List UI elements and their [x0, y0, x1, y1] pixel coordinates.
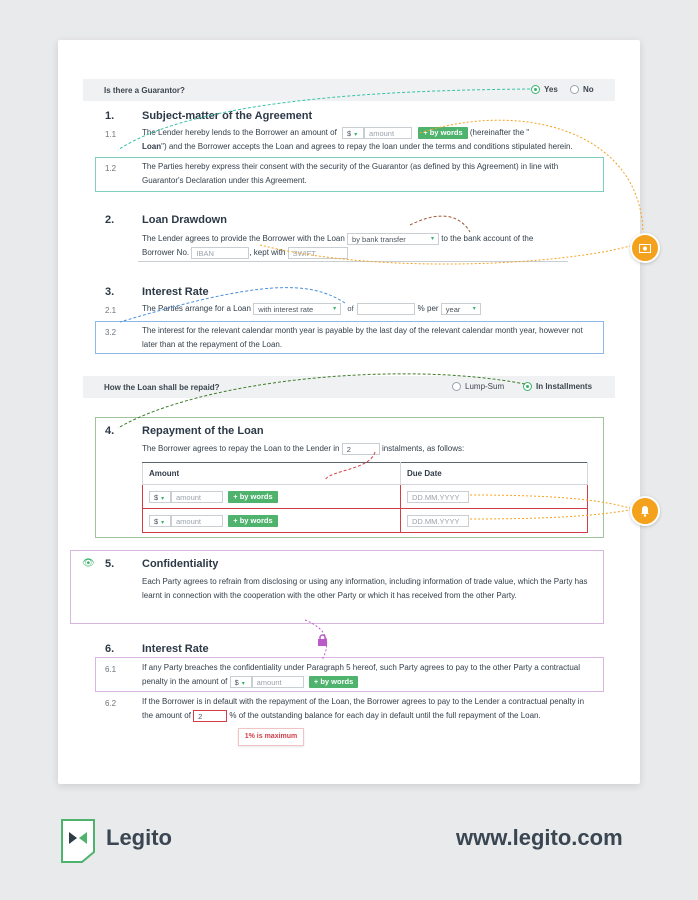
date-connector — [470, 495, 630, 519]
radio-label-installments: In Installments — [536, 382, 593, 391]
radio-label-yes: Yes — [544, 85, 558, 94]
paragraph-number: 3.2 — [105, 328, 117, 337]
section-4-title: Repayment of the Loan — [142, 425, 264, 437]
section-2-title: Loan Drawdown — [142, 214, 227, 226]
guarantor-question: Is there a Guarantor? — [104, 86, 185, 95]
bank-connector — [410, 216, 470, 232]
section-2-number: 2. — [105, 214, 115, 226]
chevron-down-icon: ▾ — [241, 680, 245, 687]
column-header-due-date: Due Date — [401, 463, 588, 485]
iban-input[interactable]: IBAN — [191, 247, 249, 259]
by-words-button[interactable]: + by words — [228, 515, 277, 527]
text: The Borrower agrees to repay the Loan to the Lender in — [142, 444, 340, 453]
section-3-number: 3. — [105, 286, 115, 298]
paragraph-number: 2.1 — [105, 306, 117, 315]
installment-count-input[interactable]: 2 — [342, 443, 380, 455]
currency-value: $ — [154, 516, 159, 526]
due-date-input[interactable]: DD.MM.YYYY — [407, 491, 469, 503]
paragraph-1-2: The Parties hereby express their consent with the security of the Guarantor (as defined by this Agreement) in line with Guarantor's Declaration under this Agreement. — [142, 162, 559, 185]
select-value: year — [445, 304, 461, 314]
text: Borrower No. — [142, 248, 190, 257]
count-connector — [325, 452, 375, 480]
section-5-title: Confidentiality — [142, 558, 219, 570]
select-value: by bank transfer — [352, 234, 406, 244]
paragraph-number: 6.1 — [105, 665, 117, 674]
eye-icon[interactable]: 👁 — [82, 558, 95, 569]
amount-connector — [420, 120, 643, 232]
section-1-number: 1. — [105, 110, 115, 122]
input-value: 2 — [198, 711, 203, 721]
paragraph-3-2: The interest for the relevant calendar month year is payable by the last day of the relevant calendar month year, however not later than at the repayment of the Loan. — [142, 326, 583, 349]
text: % of the outstanding balance for each day in default until the full repayment of the Loan. — [229, 711, 541, 720]
paragraph-number: 1.2 — [105, 164, 117, 173]
radio-label-no: No — [583, 85, 594, 94]
radio-label-lump-sum: Lump-Sum — [465, 382, 505, 391]
brand-url[interactable]: www.legito.com — [456, 825, 623, 850]
due-date-input[interactable]: DD.MM.YYYY — [407, 515, 469, 527]
text: The Lender hereby lends to the Borrower an amount of — [142, 128, 337, 137]
select-value: with interest rate — [258, 304, 314, 314]
rate-connector — [120, 288, 345, 322]
amount-input[interactable]: amount — [171, 515, 223, 527]
amount-input[interactable]: amount — [364, 127, 412, 139]
chevron-down-icon: ▾ — [431, 235, 435, 242]
repayment-question: How the Loan shall be repaid? — [104, 383, 220, 392]
of-label: of — [343, 303, 357, 315]
legito-logo-icon — [60, 818, 96, 869]
bell-icon[interactable] — [630, 496, 660, 526]
text: The Lender agrees to provide the Borrower with the Loan — [142, 234, 345, 243]
text: to the bank account of the — [441, 234, 534, 243]
currency-value: $ — [154, 492, 159, 502]
chevron-down-icon: ▾ — [354, 131, 358, 138]
amount-input[interactable]: amount — [171, 491, 223, 503]
chevron-down-icon: ▾ — [333, 305, 337, 312]
iban-connector — [260, 245, 630, 264]
by-words-button[interactable]: + by words — [418, 127, 467, 139]
lock-icon — [317, 633, 328, 651]
column-header-amount: Amount — [143, 463, 401, 485]
section-3-title: Interest Rate — [142, 286, 209, 298]
text: instalments, as follows: — [381, 444, 465, 453]
chevron-down-icon: ▾ — [161, 519, 165, 526]
paragraph-5: Each Party agrees to refrain from disclosing or using any information, including information of trade value, which the Party has learnt in connection with the cooperation with the other Party or which it has received from the other Party. — [142, 577, 588, 600]
chevron-down-icon: ▾ — [472, 305, 476, 312]
section-1-title: Subject-matter of the Agreement — [142, 110, 313, 122]
section-6-title: Interest Rate — [142, 643, 209, 655]
text: ") and the Borrower accepts the Loan and agrees to repay the loan under the terms and conditions stipulated herein. — [161, 142, 573, 151]
section-5-number: 5. — [105, 558, 115, 570]
text: If any Party breaches the confidentiality under Paragraph 5 hereof, such Party agrees to pay to the other Party a contractual penalty in the amount of — [142, 663, 581, 686]
text: , kept with — [249, 248, 286, 257]
by-words-button[interactable]: + by words — [309, 676, 358, 688]
text: (hereinafter the " — [469, 128, 530, 137]
section-6-number: 6. — [105, 643, 115, 655]
text: The Parties arrange for a Loan — [142, 304, 251, 313]
chevron-down-icon: ▾ — [161, 495, 165, 502]
swift-input[interactable]: SWIFT — [288, 247, 348, 259]
paragraph-number: 1.1 — [105, 130, 117, 139]
loan-term: Loan — [142, 142, 162, 151]
brand-name: Legito — [106, 825, 172, 850]
currency-value: $ — [347, 128, 352, 138]
by-words-button[interactable]: + by words — [228, 491, 277, 503]
money-icon[interactable] — [630, 233, 660, 263]
section-4-number: 4. — [105, 425, 115, 437]
paragraph-number: 6.2 — [105, 699, 117, 708]
guarantor-connector — [118, 89, 530, 150]
installments-connector — [118, 374, 525, 428]
text: If the Borrower is in default with the repayment of the Loan, the Borrower agrees to pay to the Lender a contractual penalty in the amount of — [142, 697, 585, 720]
text: % per — [417, 304, 439, 313]
amount-input[interactable]: amount — [252, 676, 304, 688]
currency-value: $ — [234, 677, 239, 687]
validation-tooltip: 1% is maximum — [238, 728, 304, 746]
